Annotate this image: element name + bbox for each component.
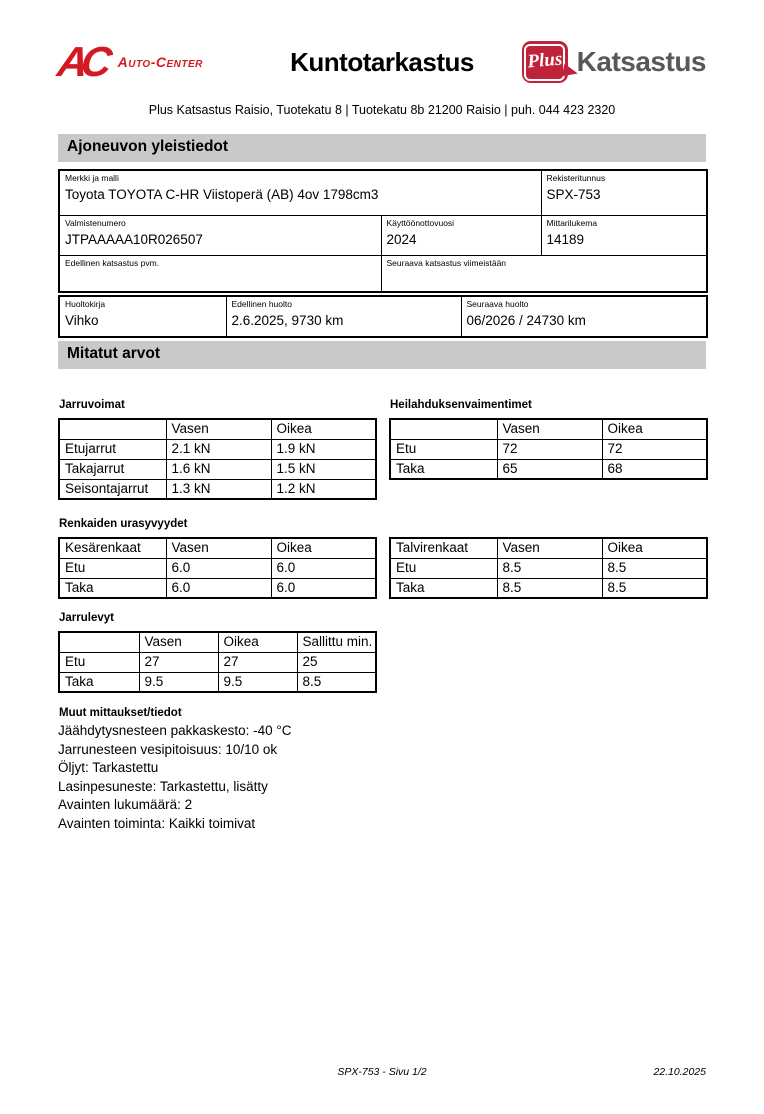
table-cell: 2.1 kN	[166, 439, 271, 459]
table-cell: Taka	[59, 578, 166, 598]
table-cell: Taka	[59, 672, 139, 692]
table-header-row	[59, 538, 376, 558]
column-header: Oikea	[218, 632, 297, 652]
heilahduksenvaimentimet-table	[389, 418, 708, 480]
heilahduksenvaimentimet-title: Heilahduksenvaimentimet	[390, 399, 532, 411]
muut-mittaukset-title: Muut mittaukset/tiedot	[59, 707, 182, 719]
table-cell: 25	[297, 652, 376, 672]
field-label: Huoltokirja	[65, 299, 106, 309]
measurement-line: Jäähdytysnesteen pakkaskesto: -40 °C	[58, 723, 292, 738]
renkaiden-urasyvyydet-title: Renkaiden urasyvyydet	[59, 518, 188, 530]
table-row	[59, 170, 707, 215]
column-header: Vasen	[497, 538, 602, 558]
plus-katsastus-logo-icon	[526, 41, 706, 83]
talvirenkaat-table	[389, 537, 708, 599]
field-huoltokirja	[59, 296, 226, 337]
measured-values	[58, 399, 706, 833]
table-cell: Etu	[390, 439, 497, 459]
column-header: Sallittu min.	[297, 632, 376, 652]
jarrulevyt-table	[58, 631, 377, 693]
table-cell: 9.5	[139, 672, 218, 692]
table-cell: 8.5	[497, 558, 602, 578]
auto-center-logo-text: Auto-Center	[117, 54, 203, 70]
table-header-row	[390, 419, 707, 439]
table-cell: 68	[602, 459, 707, 479]
measurement-block-1	[58, 399, 706, 500]
field-label: Seuraava huolto	[466, 299, 529, 309]
table-header-row	[390, 538, 707, 558]
table-header-row	[59, 632, 376, 652]
vehicle-info-table	[58, 169, 708, 293]
page-title: Kuntotarkastus	[290, 46, 474, 77]
jarruvoimat-title: Jarruvoimat	[59, 399, 125, 411]
table-row	[59, 439, 376, 459]
plus-bubble-icon	[522, 41, 568, 83]
plus-bubble-text: Plus	[526, 48, 563, 73]
field-value: 14189	[546, 231, 585, 247]
table-cell: Taka	[390, 578, 497, 598]
column-header	[59, 632, 139, 652]
talvirenkaat-section	[389, 537, 706, 599]
field-value: JTPAAAAA10R026507	[65, 231, 203, 247]
muut-mittaukset-section	[58, 707, 706, 833]
table-cell: 9.5	[218, 672, 297, 692]
measurement-line: Jarrunesteen vesipitoisuus: 10/10 ok	[58, 741, 278, 757]
service-info-table	[58, 295, 708, 338]
field-label: Seuraava katsastus viimeistään	[386, 257, 507, 268]
footer-page-info: SPX-753 - Sivu 1/2	[337, 1066, 427, 1078]
table-row	[390, 459, 707, 479]
measurement-line: Öljyt: Tarkastettu	[58, 760, 159, 775]
table-cell: 27	[139, 652, 218, 672]
column-header: Talvirenkaat	[390, 538, 497, 558]
column-header	[59, 419, 166, 439]
jarruvoimat-section	[58, 399, 375, 500]
table-row	[59, 672, 376, 692]
column-header: Oikea	[271, 538, 376, 558]
field-value: Vihko	[65, 313, 99, 328]
field-label: Mittarilukema	[546, 217, 598, 228]
page-footer	[58, 1066, 706, 1078]
table-cell: Taka	[390, 459, 497, 479]
jarrulevyt-section	[58, 612, 706, 693]
field-edellinen-katsastus	[59, 255, 381, 292]
table-row	[390, 439, 707, 459]
auto-center-monogram: AC	[54, 38, 109, 85]
field-seuraava-katsastus	[381, 255, 707, 292]
heilahduksenvaimentimet-section	[389, 399, 706, 500]
column-header: Vasen	[166, 419, 271, 439]
section-header-measured: Mitatut arvot	[58, 341, 706, 369]
table-cell: 1.6 kN	[166, 459, 271, 479]
table-cell: 6.0	[166, 578, 271, 598]
field-mittarilukema	[541, 215, 707, 255]
field-label: Edellinen huolto	[231, 299, 292, 309]
footer-date: 22.10.2025	[653, 1066, 706, 1078]
column-header: Oikea	[271, 419, 376, 439]
section-header-general: Ajoneuvon yleistiedot	[58, 134, 706, 162]
field-value: 2.6.2025, 9730 km	[231, 313, 344, 328]
column-header	[390, 419, 497, 439]
table-cell: 72	[497, 439, 602, 459]
field-valmistenumero	[59, 215, 381, 255]
field-value: 06/2026 / 24730 km	[466, 313, 586, 328]
table-cell: 65	[497, 459, 602, 479]
table-row	[59, 296, 707, 337]
table-cell: 6.0	[271, 558, 376, 578]
field-value: Toyota TOYOTA C-HR Viistoperä (AB) 4ov 1798cm3	[65, 187, 379, 202]
table-cell: 8.5	[602, 558, 707, 578]
measurement-line: Avainten lukumäärä: 2	[58, 797, 193, 812]
field-label: Rekisteritunnus	[546, 173, 606, 183]
table-cell: Etujarrut	[59, 439, 166, 459]
field-seuraava-huolto	[461, 296, 707, 337]
table-row	[59, 215, 707, 255]
kesarenkaat-section	[58, 518, 375, 599]
table-cell: 1.9 kN	[271, 439, 376, 459]
table-cell: 27	[218, 652, 297, 672]
field-label: Valmistenumero	[65, 217, 126, 228]
table-cell: Etu	[59, 652, 139, 672]
column-header: Vasen	[139, 632, 218, 652]
field-kayttoonottovuosi	[381, 215, 541, 255]
field-label: Edellinen katsastus pvm.	[65, 257, 160, 268]
column-header: Vasen	[166, 538, 271, 558]
report-page	[0, 34, 764, 833]
table-cell: Etu	[390, 558, 497, 578]
table-cell: 8.5	[602, 578, 707, 598]
table-row	[59, 459, 376, 479]
table-row	[390, 578, 707, 598]
field-rekisteritunnus	[541, 170, 707, 215]
katsastus-logo-text: Katsastus	[576, 46, 706, 77]
table-row	[390, 558, 707, 578]
table-cell: 1.2 kN	[271, 479, 376, 499]
table-row	[59, 479, 376, 499]
table-cell: 6.0	[271, 578, 376, 598]
field-merkki-ja-malli	[59, 170, 541, 215]
auto-center-logo-icon	[54, 38, 230, 85]
table-header-row	[59, 419, 376, 439]
field-label: Käyttöönottovuosi	[386, 217, 455, 228]
measurement-line: Lasinpesuneste: Tarkastettu, lisätty	[58, 778, 268, 794]
jarruvoimat-table	[58, 418, 377, 500]
jarrulevyt-title: Jarrulevyt	[59, 612, 114, 624]
table-cell: 8.5	[297, 672, 376, 692]
table-cell: 1.5 kN	[271, 459, 376, 479]
table-cell: Seisontajarrut	[59, 479, 166, 499]
table-row	[59, 578, 376, 598]
column-header: Oikea	[602, 419, 707, 439]
table-cell: Etu	[59, 558, 166, 578]
table-cell: Takajarrut	[59, 459, 166, 479]
kesarenkaat-table	[58, 537, 377, 599]
column-header: Oikea	[602, 538, 707, 558]
measurement-line: Avainten toiminta: Kaikki toimivat	[58, 815, 256, 831]
table-row	[59, 255, 707, 292]
table-row	[59, 652, 376, 672]
table-cell: 8.5	[497, 578, 602, 598]
field-label: Merkki ja malli	[65, 173, 119, 183]
table-row	[59, 558, 376, 578]
column-header: Vasen	[497, 419, 602, 439]
field-value: 2024	[386, 231, 417, 247]
header	[54, 34, 706, 90]
field-value: SPX-753	[546, 187, 601, 202]
field-edellinen-huolto	[226, 296, 461, 337]
table-cell: 72	[602, 439, 707, 459]
table-cell: 6.0	[166, 558, 271, 578]
measurement-block-2	[58, 518, 706, 599]
station-address-line: Plus Katsastus Raisio, Tuotekatu 8 | Tuotekatu 8b 21200 Raisio | puh. 044 423 2320	[148, 103, 616, 117]
column-header: Kesärenkaat	[59, 538, 166, 558]
table-cell: 1.3 kN	[166, 479, 271, 499]
